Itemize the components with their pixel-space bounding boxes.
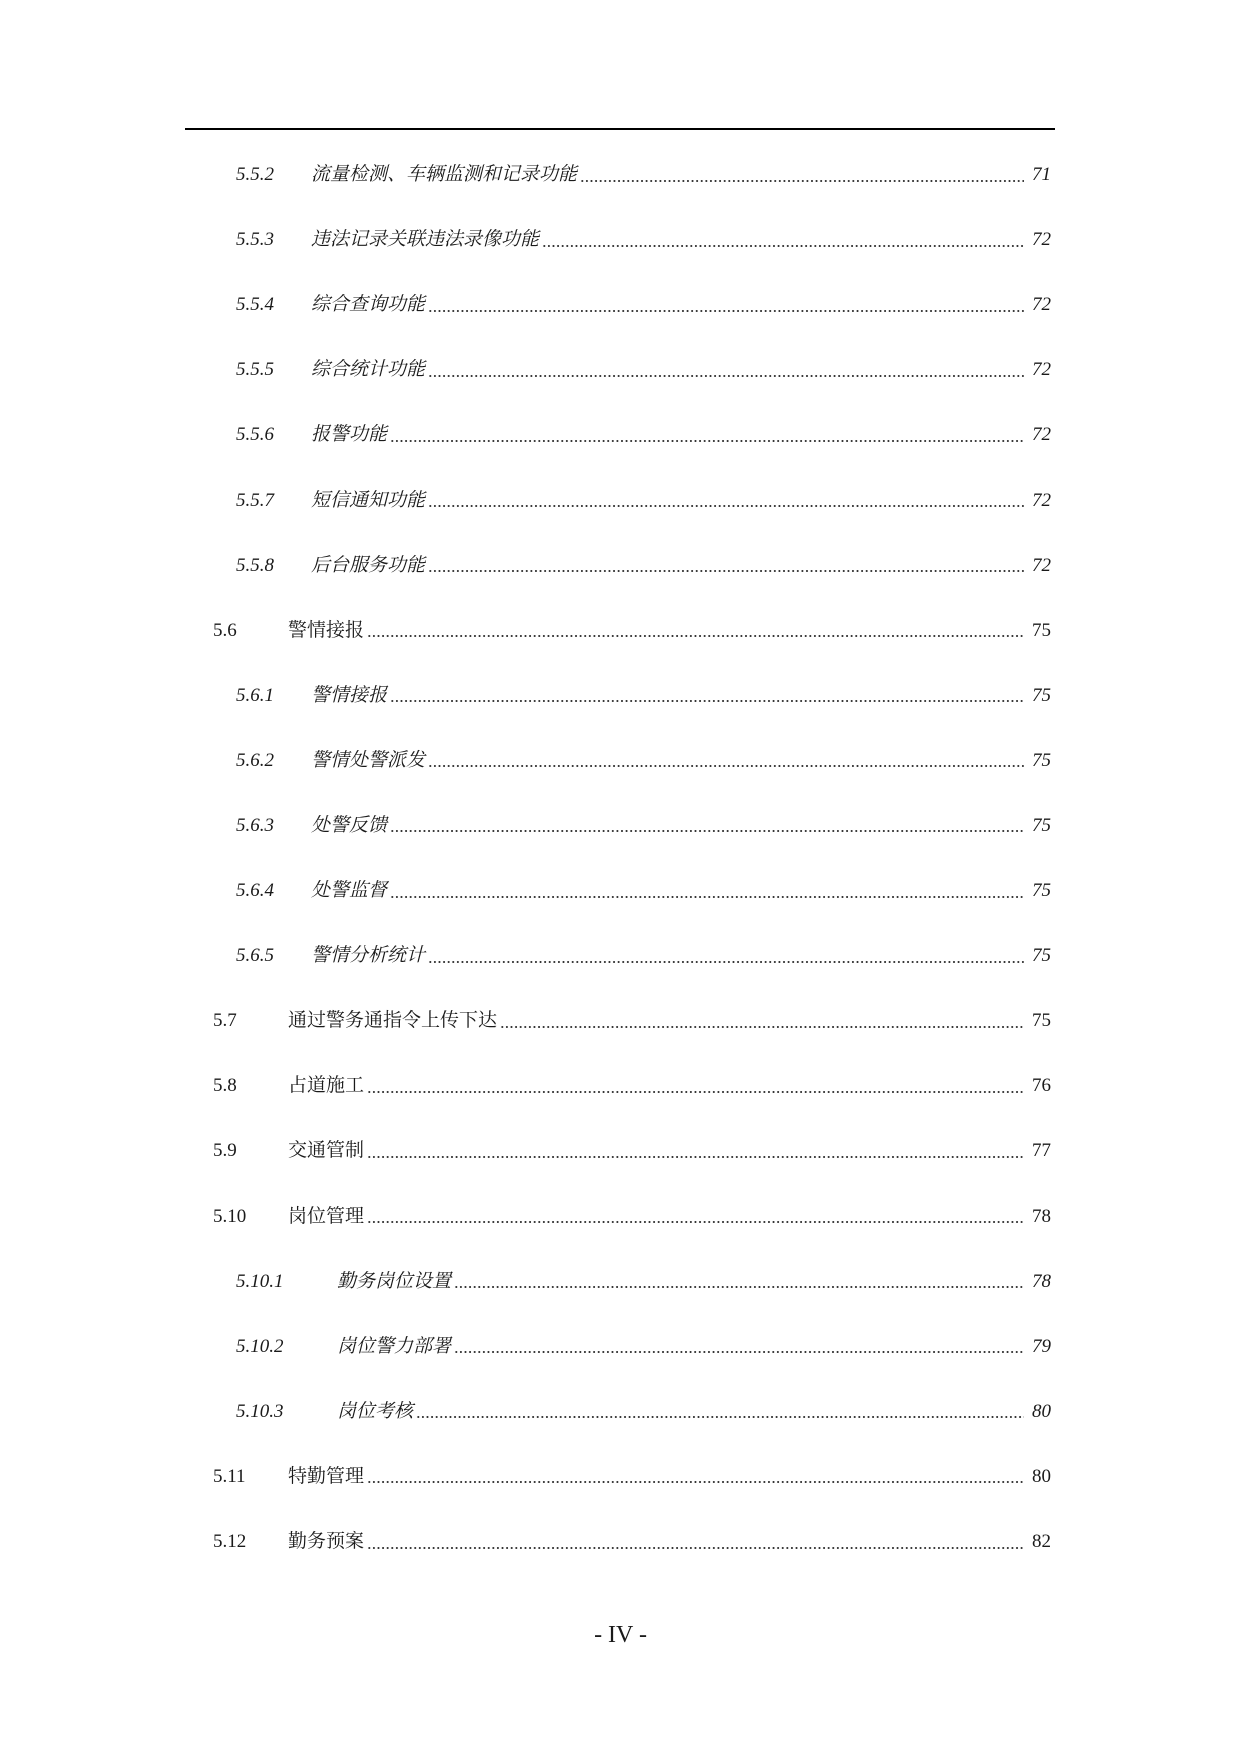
toc-entry-page: 80	[1032, 1400, 1051, 1422]
toc-entry-number: 5.6.2	[236, 749, 274, 771]
toc-dot-leader	[428, 763, 1024, 769]
toc-entry-title: 交通管制	[288, 1140, 365, 1162]
toc-entry-title: 违法记录关联违法录像功能	[311, 229, 540, 251]
toc-entry-number: 5.6.5	[236, 945, 274, 967]
toc-entry-title: 警情接报	[288, 619, 365, 641]
toc-dot-leader	[390, 438, 1024, 444]
toc-entry-title: 综合查询功能	[311, 294, 426, 316]
toc-entry-number: 5.10.2	[236, 1335, 284, 1357]
toc-dot-leader	[390, 698, 1024, 704]
toc-entry-page: 72	[1032, 294, 1051, 316]
toc-entry[interactable]	[0, 1509, 1241, 1574]
toc-dot-leader	[390, 828, 1024, 834]
toc-entry-number: 5.11	[213, 1465, 246, 1487]
toc-dot-leader	[428, 308, 1024, 314]
toc-dot-leader	[454, 1284, 1024, 1290]
toc-dot-leader	[500, 1024, 1024, 1030]
toc-entry-page: 76	[1032, 1075, 1051, 1097]
toc-dot-leader	[428, 503, 1024, 509]
toc-entry-page: 75	[1032, 684, 1051, 706]
toc-entry[interactable]	[0, 1249, 1241, 1314]
toc-entry[interactable]	[0, 1184, 1241, 1249]
toc-entry-page: 72	[1032, 229, 1051, 251]
toc-dot-leader	[428, 373, 1024, 379]
toc-entry-title: 报警功能	[311, 424, 388, 446]
page-number: - IV -	[594, 1622, 647, 1648]
toc-entry-title: 勤务预案	[288, 1531, 365, 1553]
toc-entry-title: 岗位管理	[288, 1205, 365, 1227]
toc-entry-page: 75	[1032, 619, 1051, 641]
toc-entry-page: 77	[1032, 1140, 1051, 1162]
toc-entry-number: 5.6.4	[236, 880, 274, 902]
toc-entry-number: 5.5.4	[236, 294, 274, 316]
toc-entry-number: 5.6.3	[236, 814, 274, 836]
toc-entry-number: 5.10	[213, 1205, 247, 1227]
toc-entry[interactable]	[0, 728, 1241, 793]
toc-entry-page: 72	[1032, 489, 1051, 511]
toc-entry[interactable]	[0, 598, 1241, 663]
table-of-contents	[0, 142, 1241, 1574]
toc-entry-title: 处警监督	[311, 880, 388, 902]
toc-entry-number: 5.5.6	[236, 424, 274, 446]
toc-entry-title: 占道施工	[288, 1075, 365, 1097]
toc-entry-title: 通过警务通指令上传下达	[288, 1010, 498, 1032]
toc-entry[interactable]	[0, 1444, 1241, 1509]
toc-entry-number: 5.7	[213, 1010, 237, 1032]
toc-dot-leader	[542, 243, 1024, 249]
toc-entry-page: 79	[1032, 1335, 1051, 1357]
toc-entry-title: 流量检测、车辆监测和记录功能	[311, 164, 578, 186]
toc-entry-page: 75	[1032, 749, 1051, 771]
toc-dot-leader	[367, 1479, 1024, 1485]
toc-entry-title: 警情接报	[311, 684, 388, 706]
toc-entry-page: 75	[1032, 945, 1051, 967]
toc-entry-page: 72	[1032, 424, 1051, 446]
toc-dot-leader	[367, 1545, 1024, 1551]
header-rule	[185, 128, 1055, 130]
toc-entry-page: 75	[1032, 1010, 1051, 1032]
toc-entry-number: 5.6.1	[236, 684, 274, 706]
toc-entry-number: 5.10.3	[236, 1400, 284, 1422]
toc-entry[interactable]	[0, 142, 1241, 207]
toc-entry-title: 后台服务功能	[311, 554, 426, 576]
toc-entry[interactable]	[0, 923, 1241, 988]
toc-dot-leader	[428, 568, 1024, 574]
toc-entry-number: 5.5.3	[236, 229, 274, 251]
toc-entry-title: 警情分析统计	[311, 945, 426, 967]
toc-entry-title: 岗位警力部署	[337, 1335, 452, 1357]
toc-entry-number: 5.9	[213, 1140, 237, 1162]
toc-entry[interactable]	[0, 1379, 1241, 1444]
toc-entry[interactable]	[0, 1314, 1241, 1379]
toc-entry-page: 72	[1032, 554, 1051, 576]
toc-entry-number: 5.12	[213, 1531, 247, 1553]
toc-entry[interactable]	[0, 1053, 1241, 1118]
toc-entry[interactable]	[0, 337, 1241, 402]
toc-dot-leader	[367, 633, 1024, 639]
toc-entry[interactable]	[0, 207, 1241, 272]
toc-entry-page: 75	[1032, 814, 1051, 836]
toc-entry-page: 75	[1032, 880, 1051, 902]
toc-entry-title: 短信通知功能	[311, 489, 426, 511]
toc-entry-number: 5.5.7	[236, 489, 274, 511]
toc-entry-number: 5.5.5	[236, 359, 274, 381]
toc-entry[interactable]	[0, 467, 1241, 532]
toc-entry-number: 5.5.2	[236, 164, 274, 186]
toc-entry-number: 5.6	[213, 619, 237, 641]
toc-entry[interactable]	[0, 663, 1241, 728]
toc-entry-page: 78	[1032, 1205, 1051, 1227]
toc-dot-leader	[454, 1349, 1024, 1355]
toc-entry-page: 71	[1032, 164, 1051, 186]
toc-dot-leader	[580, 178, 1024, 184]
toc-entry[interactable]	[0, 272, 1241, 337]
toc-entry[interactable]	[0, 402, 1241, 467]
toc-entry[interactable]	[0, 858, 1241, 923]
toc-dot-leader	[390, 894, 1024, 900]
toc-entry-page: 82	[1032, 1531, 1051, 1553]
toc-entry-title: 警情处警派发	[311, 749, 426, 771]
toc-entry[interactable]	[0, 1118, 1241, 1183]
toc-dot-leader	[367, 1219, 1024, 1225]
toc-entry-title: 特勤管理	[288, 1465, 365, 1487]
toc-entry-page: 78	[1032, 1270, 1051, 1292]
toc-entry-number: 5.8	[213, 1075, 237, 1097]
toc-dot-leader	[367, 1089, 1024, 1095]
toc-entry-page: 80	[1032, 1465, 1051, 1487]
toc-entry-number: 5.10.1	[236, 1270, 284, 1292]
toc-dot-leader	[367, 1154, 1024, 1160]
toc-entry-title: 处警反馈	[311, 814, 388, 836]
toc-entry[interactable]	[0, 793, 1241, 858]
toc-dot-leader	[416, 1414, 1024, 1420]
toc-entry[interactable]	[0, 533, 1241, 598]
toc-entry-title: 岗位考核	[337, 1400, 414, 1422]
toc-entry[interactable]	[0, 988, 1241, 1053]
toc-entry-title: 综合统计功能	[311, 359, 426, 381]
toc-entry-number: 5.5.8	[236, 554, 274, 576]
toc-entry-page: 72	[1032, 359, 1051, 381]
toc-entry-title: 勤务岗位设置	[337, 1270, 452, 1292]
toc-dot-leader	[428, 959, 1024, 965]
